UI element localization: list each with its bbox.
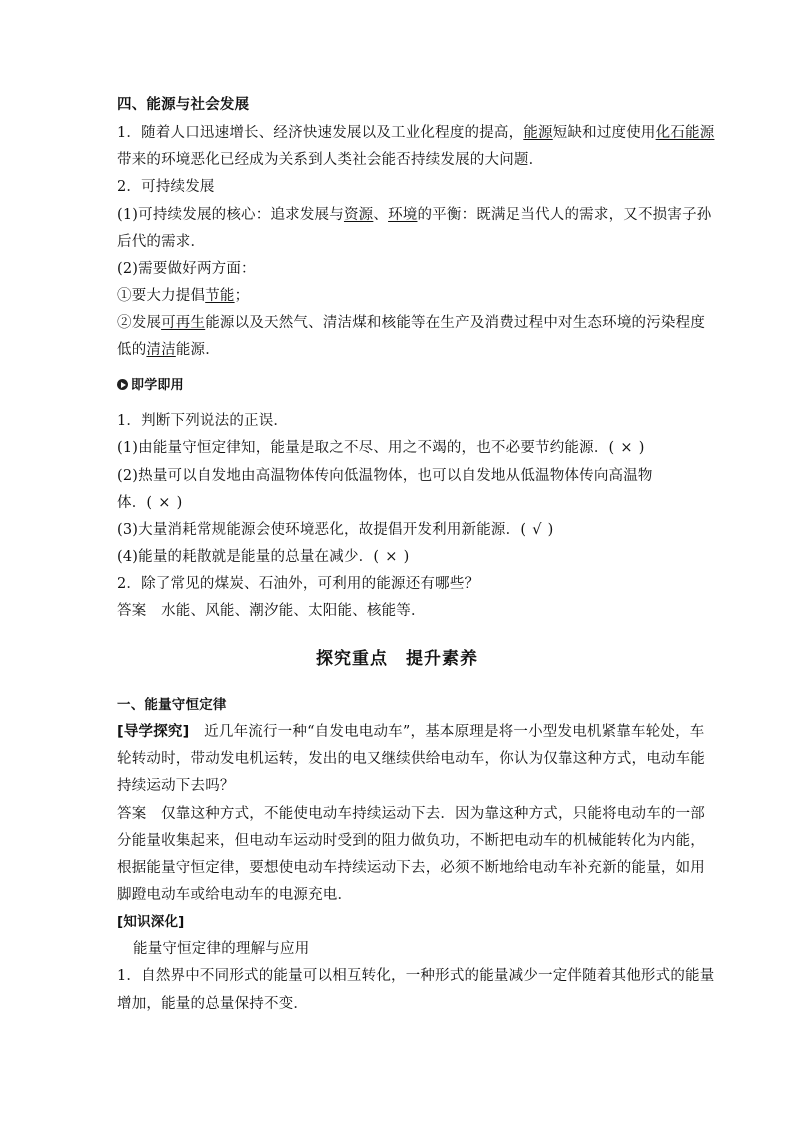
paragraph-line: 1．自然界中不同形式的能量可以相互转化，一种形式的能量减少一定伴随着其他形式的能量	[117, 968, 715, 984]
sub-heading: 能量守恒定律的理解与应用	[133, 941, 310, 957]
statement: (1)由能量守恒定律知，能量是取之不尽、用之不竭的，也不必要节约能源．( × )	[117, 440, 645, 456]
list-item: 2．可持续发展	[117, 179, 215, 195]
question: 2．除了常见的煤炭、石油外，可利用的能源还有哪些？	[117, 576, 480, 592]
blank-answer: 节能	[205, 288, 235, 304]
paragraph-line: 增加，能量的总量保持不变．	[117, 996, 309, 1012]
judgement-mark: ×	[620, 440, 633, 456]
judgement-mark: ×	[385, 549, 398, 565]
paragraph-line: ②发展可再生能源以及天然气、清洁煤和核能等在生产及消费过程中对生态环境的污染程度	[117, 315, 706, 331]
answer-line: 根据能量守恒定律，要想使电动车持续运动下去，必须不断地给电动车补充新的能量，如用	[117, 860, 705, 876]
question: 1．判断下列说法的正误．	[117, 413, 289, 429]
paragraph-line: 轮转动时，带动发电机运转，发出的电又继续供给电动车，你认为仅靠这种方式，电动车能	[117, 751, 705, 767]
statement: (4)能量的耗散就是能量的总量在减少．( × )	[117, 549, 410, 565]
paragraph-line: 后代的需求．	[117, 234, 206, 250]
paragraph-line: (1)可持续发展的核心：追求发展与资源、环境的平衡：既满足当代人的需求，又不损害子孙	[117, 207, 712, 223]
statement: (2)热量可以自发地由高温物体传向低温物体，也可以自发地从低温物体传向高温物	[117, 468, 653, 484]
judgement-mark: √	[532, 522, 542, 538]
paragraph-line: [导学探究] 近几年流行一种“自发电电动车”，基本原理是将一小型发电机紧靠车轮处，车	[117, 724, 705, 740]
paragraph-line: 带来的环境恶化已经成为关系到人类社会能否持续发展的大问题．	[117, 152, 544, 168]
blank-answer: 资源	[343, 207, 374, 223]
judgement-mark: ×	[158, 495, 171, 511]
statement: (3)大量消耗常规能源会使环境恶化，故提倡开发利用新能源．( √ )	[117, 522, 554, 538]
part-heading: 一、能量守恒定律	[117, 697, 227, 713]
blank-answer: 清洁	[146, 342, 176, 358]
blank-answer: 可再生	[161, 315, 206, 331]
statement: 体．( × )	[117, 495, 183, 511]
guide-label: [导学探究]	[117, 724, 190, 740]
section-heading: 四、能源与社会发展	[117, 97, 250, 113]
paragraph-line: 1．随着人口迅速增长、经济快速发展以及工业化程度的提高，能源短缺和过度使用化石能源	[117, 125, 715, 141]
answer-line: 分能量收集起来，但电动车运动时受到的阻力做负功，不断把电动车的机械能转化为内能，	[117, 833, 705, 849]
quick-practice-heading: 即学即用	[117, 376, 682, 396]
list-item: ①要大力提倡节能；	[117, 288, 250, 304]
paragraph-line: 持续运动下去吗？	[117, 778, 235, 794]
paragraph-line: 低的清洁能源．	[117, 342, 220, 358]
blank-answer: 化石能源	[655, 125, 715, 141]
answer-line: 脚蹬电动车或给电动车的电源充电．	[117, 887, 353, 903]
blank-answer: 能源	[523, 125, 553, 141]
blank-answer: 环境	[388, 207, 418, 223]
list-item: (2)需要做好两方面：	[117, 261, 256, 277]
play-circle-icon	[117, 379, 128, 390]
section-title: 探究重点 提升素养	[316, 649, 478, 669]
answer: 答案 水能、风能、潮汐能、太阳能、核能等．	[117, 603, 426, 619]
knowledge-label: [知识深化]	[117, 914, 185, 930]
answer-line: 答案 仅靠这种方式，不能使电动车持续运动下去．因为靠这种方式，只能将电动车的一部	[117, 806, 705, 822]
